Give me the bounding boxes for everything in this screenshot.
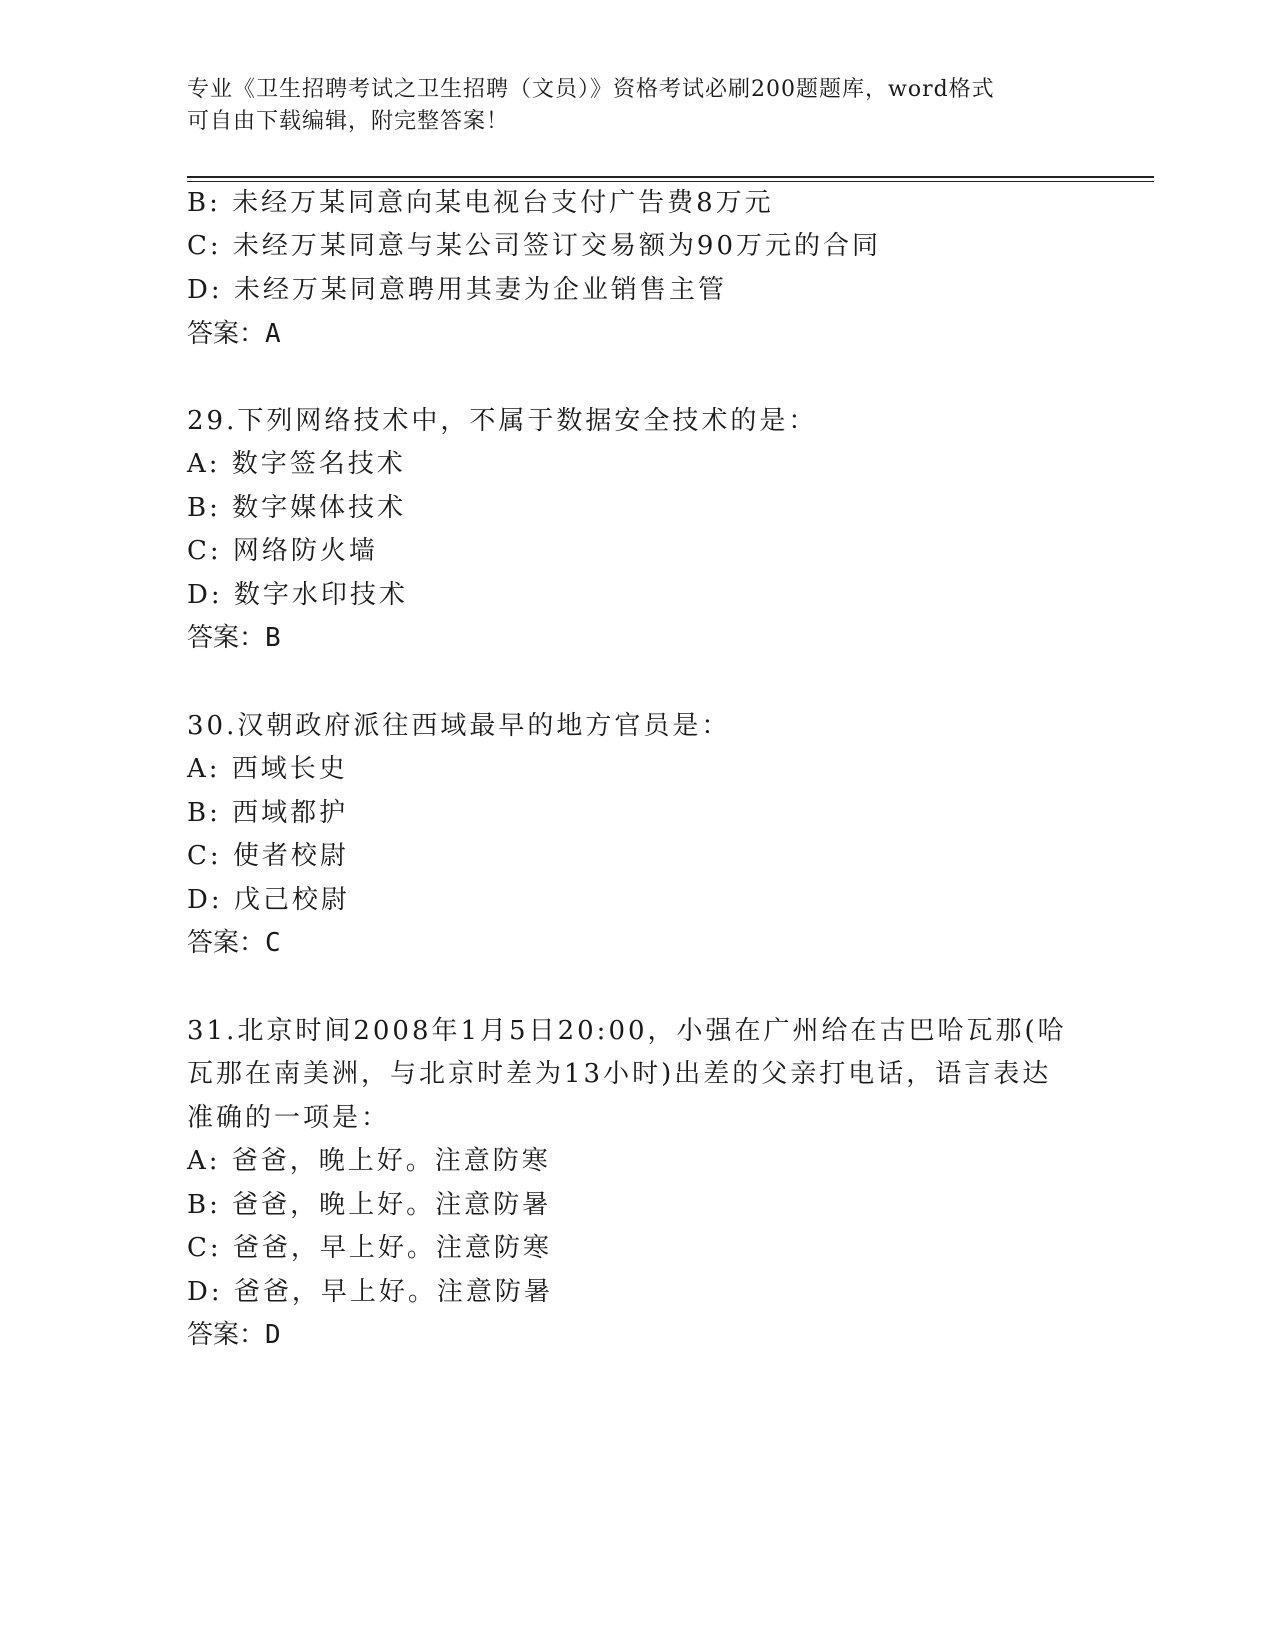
q31-option-a: A: 爸爸，晚上好。注意防寒: [187, 1146, 551, 1176]
q29-option-a: A: 数字签名技术: [187, 449, 406, 479]
q31-question-line-3: 准确的一项是：: [187, 1103, 391, 1133]
answer-label: 答案：: [187, 1320, 266, 1350]
answer-label: 答案：: [187, 623, 266, 653]
q30-answer: [187, 926, 281, 960]
answer-value: C: [265, 928, 281, 958]
document-header: [187, 74, 1067, 138]
q28-option-d: D: 未经万某同意聘用其妻为企业销售主管: [187, 275, 727, 305]
answer-label: 答案：: [187, 319, 266, 349]
q31-option-c: C: 爸爸，早上好。注意防寒: [187, 1233, 552, 1263]
q30-option-c: C: 使者校尉: [187, 841, 349, 871]
q31-question-line-2: 瓦那在南美洲，与北京时差为13小时)出差的父亲打电话，语言表达: [187, 1059, 1052, 1089]
q29-option-d: D: 数字水印技术: [187, 580, 408, 610]
answer-label: 答案：: [187, 928, 266, 958]
q31-question-line-1: 31.北京时间2008年1月5日20:00，小强在广州给在古巴哈瓦那(哈: [187, 1016, 1067, 1046]
q31-option-b: B: 爸爸，晚上好。注意防暑: [187, 1190, 552, 1220]
q28-answer: [187, 317, 281, 351]
header-line-1: 专业《卫生招聘考试之卫生招聘（文员）》资格考试必刷200题题库，word格式: [187, 77, 995, 102]
q30-question: 30.汉朝政府派往西域最早的地方官员是：: [187, 711, 731, 741]
q30-option-a: A: 西域长史: [187, 754, 348, 784]
q29-option-b: B: 数字媒体技术: [187, 493, 407, 523]
answer-value: A: [265, 319, 281, 349]
q29-question: 29.下列网络技术中，不属于数据安全技术的是：: [187, 406, 818, 436]
q28-option-b: B: 未经万某同意向某电视台支付广告费8万元: [187, 188, 774, 218]
q31-answer: [187, 1318, 281, 1352]
q29-option-c: C: 网络防火墙: [187, 536, 378, 566]
q30-option-b: B: 西域都护: [187, 798, 349, 828]
header-divider-thin: [187, 181, 1154, 182]
q31-option-d: D: 爸爸，早上好。注意防暑: [187, 1277, 553, 1307]
q30-option-d: D: 戊己校尉: [187, 885, 350, 915]
q29-answer: [187, 621, 281, 655]
answer-value: D: [265, 1320, 281, 1350]
q28-option-c: C: 未经万某同意与某公司签订交易额为90万元的合同: [187, 231, 882, 261]
header-divider: [187, 176, 1154, 178]
header-line-2: 可自由下载编辑，附完整答案！: [187, 109, 510, 134]
answer-value: B: [265, 623, 281, 653]
